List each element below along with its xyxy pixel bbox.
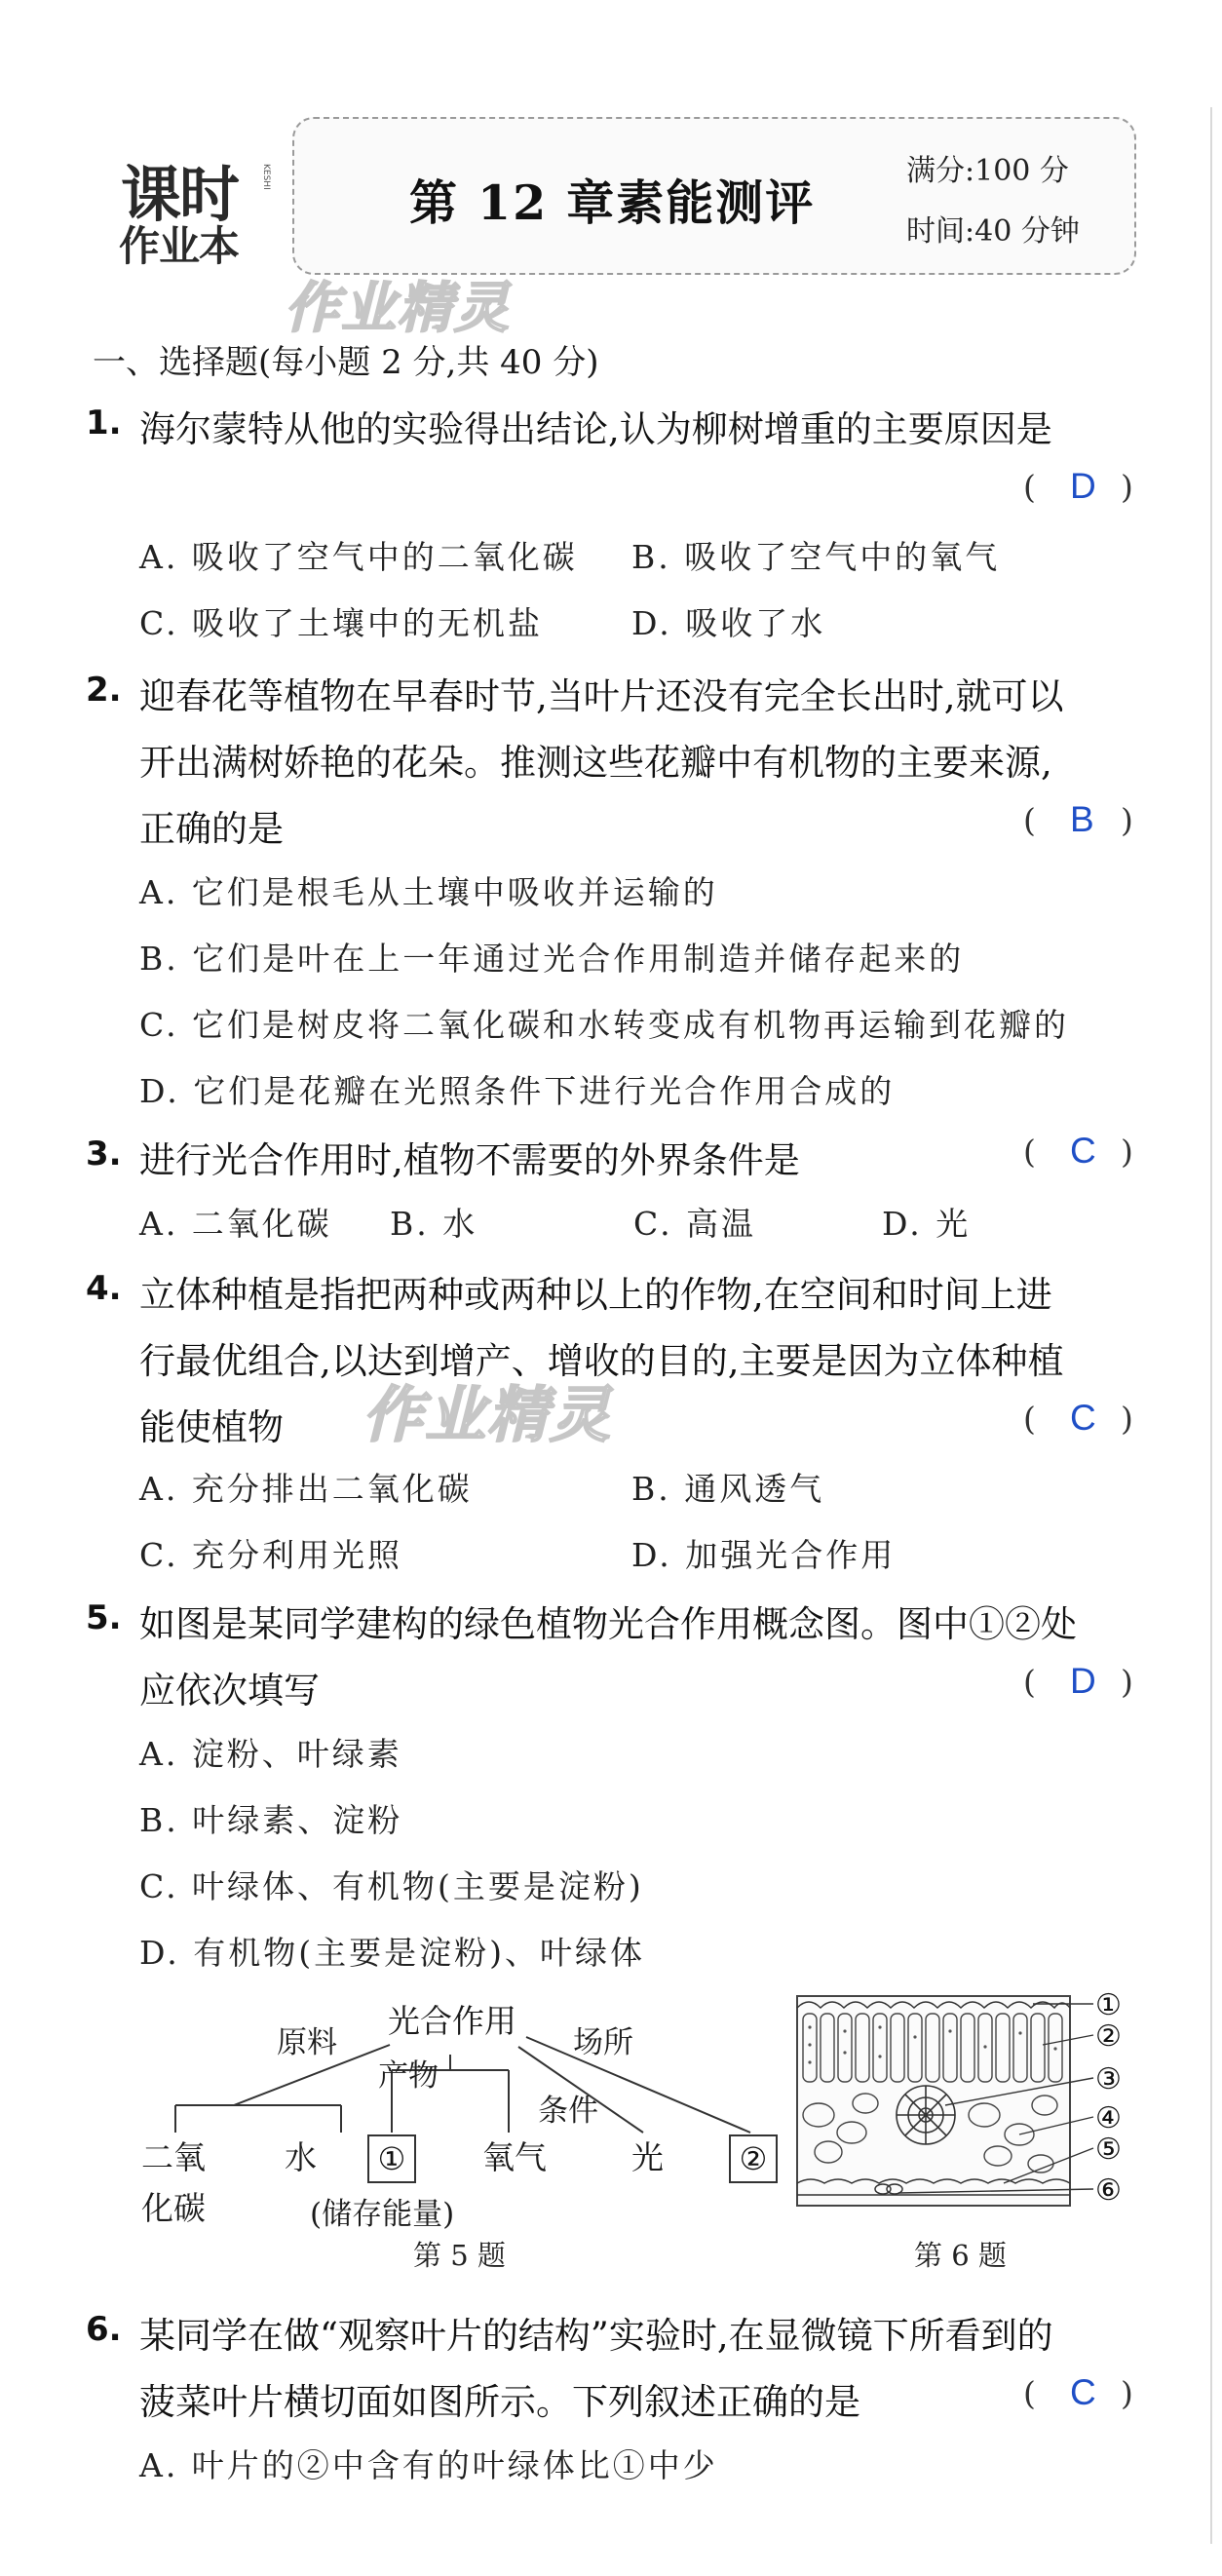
page-edge-line	[1210, 107, 1212, 2544]
figure5-caption: 第 5 题	[413, 2239, 506, 2272]
option: C. 叶绿体、有机物(主要是淀粉)	[139, 1867, 644, 1905]
concept-condition: 条件	[538, 2094, 598, 2129]
option: D. 有机物(主要是淀粉)、叶绿体	[139, 1934, 646, 1972]
option: A. 叶片的②中含有的叶绿体比①中少	[139, 2446, 718, 2484]
logo-top-text: 课时	[121, 159, 239, 230]
question-text: 菠菜叶片横切面如图所示。下列叙述正确的是	[139, 2381, 860, 2423]
answer: C	[1070, 2372, 1096, 2412]
option: B. 水	[390, 1205, 478, 1243]
question-number: 5.	[86, 1598, 122, 1637]
question-text: 某同学在做“观察叶片的结构”实验时,在显微镜下所看到的	[139, 2315, 1053, 2357]
option: A. 吸收了空气中的二氧化碳	[139, 538, 578, 576]
question-text: 开出满树娇艳的花朵。推测这些花瓣中有机物的主要来源,	[139, 742, 1052, 784]
leaf-label-3: ③	[1095, 2062, 1122, 2096]
logo-bottom-text: 作业本	[119, 222, 240, 270]
question-text: 迎春花等植物在早春时节,当叶片还没有完全长出时,就可以	[139, 675, 1064, 717]
concept-oxygen: 氧气	[482, 2138, 547, 2176]
question-number: 4.	[86, 1269, 122, 1308]
answer-paren-close: )	[1121, 2374, 1133, 2412]
answer: D	[1070, 466, 1096, 506]
answer-paren-close: )	[1121, 1400, 1133, 1438]
logo-tiny-text: KESHI	[261, 164, 271, 190]
answer-paren-open: (	[1023, 2374, 1036, 2412]
concept-co2-line2: 化碳	[141, 2189, 206, 2227]
option: D. 光	[882, 1205, 972, 1243]
page-title: 第 12 章素能测评	[409, 174, 816, 231]
question-text: 立体种植是指把两种或两种以上的作物,在空间和时间上进	[139, 1274, 1052, 1316]
concept-co2-line1: 二氧	[141, 2138, 206, 2176]
concept-blank-2: ②	[729, 2134, 778, 2183]
concept-center: 光合作用	[388, 2002, 516, 2040]
leaf-label-4: ④	[1095, 2101, 1122, 2135]
question-number: 2.	[86, 671, 122, 710]
watermark: 作业精灵	[285, 277, 511, 340]
option: C. 它们是树皮将二氧化碳和水转变成有机物再运输到花瓣的	[139, 1006, 1070, 1044]
question-text: 海尔蒙特从他的实验得出结论,认为柳树增重的主要原因是	[139, 408, 1052, 450]
option: A. 淀粉、叶绿素	[139, 1735, 402, 1773]
answer-paren-close: )	[1121, 1663, 1133, 1701]
leaf-label-5: ⑤	[1095, 2133, 1122, 2167]
concept-light: 光	[631, 2138, 664, 2176]
answer: C	[1070, 1131, 1096, 1171]
leaf-label-1: ①	[1095, 1988, 1122, 2022]
question-text: 正确的是	[139, 808, 284, 850]
option: B. 通风透气	[631, 1470, 825, 1508]
option: B. 它们是叶在上一年通过光合作用制造并储存起来的	[139, 940, 965, 978]
option: D. 吸收了水	[631, 604, 826, 642]
option: B. 吸收了空气中的氧气	[631, 538, 1001, 576]
option: C. 吸收了土壤中的无机盐	[139, 604, 544, 642]
question-text: 应依次填写	[139, 1670, 320, 1711]
option: A. 充分排出二氧化碳	[139, 1470, 473, 1508]
answer: D	[1070, 1661, 1096, 1701]
leaf-label-6: ⑥	[1095, 2173, 1122, 2208]
question-text: 能使植物	[139, 1406, 284, 1448]
time-limit: 时间:40 分钟	[906, 214, 1080, 249]
concept-water: 水	[285, 2138, 317, 2176]
concept-place: 场所	[573, 2025, 633, 2060]
concept-product: 产物	[378, 2058, 439, 2094]
question-text: 进行光合作用时,植物不需要的外界条件是	[139, 1139, 800, 1181]
question-number: 6.	[86, 2310, 122, 2349]
option: D. 加强光合作用	[631, 1536, 897, 1574]
option: A. 二氧化碳	[139, 1205, 332, 1243]
answer-paren-open: (	[1023, 1663, 1036, 1701]
full-score: 满分:100 分	[906, 154, 1069, 188]
question-text: 行最优组合,以达到增产、增收的目的,主要是因为立体种植	[139, 1340, 1064, 1382]
section-heading: 一、选择题(每小题 2 分,共 40 分)	[93, 343, 599, 382]
question-number: 3.	[86, 1134, 122, 1173]
answer-paren-close: )	[1121, 1133, 1133, 1171]
answer-paren-close: )	[1121, 468, 1133, 506]
figure6-caption: 第 6 题	[914, 2239, 1007, 2272]
option: C. 高温	[633, 1205, 757, 1243]
answer-paren-open: (	[1023, 1400, 1036, 1438]
answer-paren-open: (	[1023, 1133, 1036, 1171]
option: B. 叶绿素、淀粉	[139, 1801, 403, 1839]
leaf-label-2: ②	[1095, 2019, 1122, 2054]
answer: B	[1070, 799, 1094, 839]
answer-paren-open: (	[1023, 801, 1036, 839]
answer-paren-close: )	[1121, 801, 1133, 839]
concept-store-energy: (储存能量)	[310, 2197, 455, 2232]
question-number: 1.	[86, 404, 122, 442]
answer-paren-open: (	[1023, 468, 1036, 506]
concept-blank-1: ①	[367, 2134, 416, 2183]
watermark: 作业精灵	[363, 1379, 613, 1450]
option: D. 它们是花瓣在光照条件下进行光合作用合成的	[139, 1072, 896, 1110]
concept-raw-material: 原料	[277, 2025, 337, 2060]
option: C. 充分利用光照	[139, 1536, 403, 1574]
option: A. 它们是根毛从土壤中吸收并运输的	[139, 873, 718, 911]
question-text: 如图是某同学建构的绿色植物光合作用概念图。图中①②处	[139, 1603, 1077, 1645]
logo	[90, 146, 289, 283]
leaf-cross-section	[789, 1988, 1111, 2212]
answer: C	[1070, 1398, 1096, 1438]
